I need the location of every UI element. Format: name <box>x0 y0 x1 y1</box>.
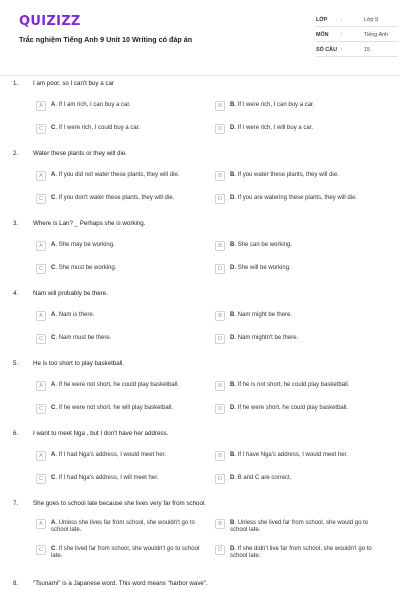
option-text: B. Nam might be there. <box>230 312 293 318</box>
document-title: Trắc nghiệm Tiếng Anh 9 Unit 10 Writing có đáp án <box>19 35 193 44</box>
option-letter-label: D <box>230 265 235 271</box>
option-body: Nam is there. <box>58 312 95 318</box>
question-text: Nam will probably be there. <box>33 290 108 297</box>
option-letter-label: D <box>230 195 235 201</box>
question-number: 8. <box>13 580 19 587</box>
option-text: A. If I had Nga's address, I would meet her. <box>51 452 166 458</box>
option-letter-label: D <box>230 405 235 411</box>
option-letter-box: C <box>36 194 46 204</box>
question-text: I am poor, so I can't buy a car <box>33 80 114 87</box>
option-text: D. Nam mightn't be there. <box>230 335 299 341</box>
option-body: If you are watering these plants, they will die. <box>237 195 358 201</box>
option-text: D. She will be working. <box>230 265 291 271</box>
meta-value: Tiếng Anh <box>364 32 389 38</box>
option-body: If I am rich, I can buy a car. <box>58 102 131 108</box>
option-body: If you did not water these plants, they will die. <box>58 172 180 178</box>
option-letter-label: C <box>51 265 56 271</box>
option-text: D. If she didn't live far from school, she wouldn't go to school late. <box>230 546 372 560</box>
option-body: If he were not short, he will play basketball. <box>58 405 174 411</box>
option-letter-label: B <box>230 312 235 318</box>
option-body: If she didn't live far from school, she wouldn't go to school late. <box>230 546 372 560</box>
meta-label: LỚP <box>316 17 328 23</box>
option-body: If he is not short, he could play basketball. <box>237 382 350 388</box>
option-letter-label: A <box>51 382 56 388</box>
option-text: A. If I am rich, I can buy a car. <box>51 102 131 108</box>
option-body: If I had Nga's address, I will meet her. <box>58 475 159 481</box>
option-text: B. If I have Nga's address, I would meet her. <box>230 452 348 458</box>
question-number: 4. <box>13 290 19 297</box>
question-number: 1. <box>13 80 19 87</box>
option-letter-label: A <box>51 172 56 178</box>
option-letter-label: B <box>230 382 235 388</box>
question-text: He is too short to play basketball. <box>33 360 125 367</box>
option-body: Nam might be there. <box>237 312 293 318</box>
option-body: She must be working. <box>58 265 117 271</box>
option-letter-label: B <box>230 242 235 248</box>
quizizz-logo: QUIZIZZ <box>19 14 81 29</box>
option-body: If I were rich, I can buy a car. <box>237 102 315 108</box>
option-letter-box: D <box>215 404 225 414</box>
option-text: B. If you water these plants, they will die. <box>230 172 339 178</box>
option-text: C. She must be working. <box>51 265 117 271</box>
option-letter-label: C <box>51 195 56 201</box>
option-text: C. If I were rich, I could buy a car. <box>51 125 141 131</box>
option-body: She can be working. <box>237 242 293 248</box>
option-text: B. If I were rich, I can buy a car. <box>230 102 315 108</box>
option-text: B. If he is not short, he could play basketball. <box>230 382 350 388</box>
meta-label: MÔN <box>316 32 329 38</box>
option-text: D. If he were short, he could play basketball. <box>230 405 349 411</box>
option-body: If she lived far from school, she wouldn't go to school late. <box>51 546 200 560</box>
option-letter-box: A <box>36 171 46 181</box>
option-body: If you water these plants, they will die. <box>237 172 339 178</box>
option-text: C. If I had Nga's address, I will meet her. <box>51 475 159 481</box>
option-body: She may be working. <box>58 242 115 248</box>
option-letter-box: D <box>215 124 225 134</box>
option-text: A. If he were not short, he could play basketball. <box>51 382 180 388</box>
option-letter-box: C <box>36 474 46 484</box>
option-letter-box: A <box>36 451 46 461</box>
option-letter-label: B <box>230 520 235 526</box>
question-text: Where is Lan? _ Perhaps she is working. <box>33 220 146 227</box>
option-body: She will be working. <box>237 265 291 271</box>
option-letter-label: D <box>230 125 235 131</box>
option-body: If you don't water these plants, they will die. <box>58 195 175 201</box>
option-letter-box: B <box>215 311 225 321</box>
option-letter-box: D <box>215 334 225 344</box>
option-letter-label: D <box>230 335 235 341</box>
option-letter-box: A <box>36 241 46 251</box>
option-letter-box: D <box>215 474 225 484</box>
option-body: If I had Nga's address, I would meet her. <box>58 452 166 458</box>
option-letter-box: B <box>215 519 225 529</box>
option-letter-box: A <box>36 101 46 111</box>
option-letter-box: B <box>215 171 225 181</box>
meta-row-grade: LỚP : Lớp 9 <box>316 14 398 27</box>
option-body: Nam must be there. <box>58 335 112 341</box>
option-letter-box: B <box>215 241 225 251</box>
option-letter-label: D <box>230 546 235 552</box>
option-letter-box: D <box>215 264 225 274</box>
option-body: Unless she lived far from school, she would go to school late. <box>230 520 369 534</box>
option-letter-label: C <box>51 546 56 552</box>
option-letter-box: A <box>36 311 46 321</box>
option-body: If he were short, he could play basketball. <box>237 405 349 411</box>
meta-value: Lớp 9 <box>364 17 379 23</box>
option-letter-box: C <box>36 264 46 274</box>
option-text: C. If you don't water these plants, they will die. <box>51 195 175 201</box>
meta-row-subject: MÔN : Tiếng Anh <box>316 29 398 42</box>
option-body: If I were rich, I could buy a car. <box>58 125 141 131</box>
option-letter-label: A <box>51 520 56 526</box>
question-text: She goes to school late because she lives very far from school. <box>33 500 206 507</box>
meta-row-question-count: SỐ CÂU : 15 <box>316 44 398 57</box>
option-text: A. Unless she lives far from school, she wouldn't go to school late. <box>51 520 195 534</box>
option-letter-label: C <box>51 405 56 411</box>
option-letter-label: A <box>51 102 56 108</box>
question-text: I want to meet Nga , but I don't have her address. <box>33 430 169 437</box>
option-letter-label: A <box>51 312 56 318</box>
option-body: If he were not short, he could play basketball. <box>58 382 180 388</box>
option-letter-label: B <box>230 102 235 108</box>
option-letter-label: C <box>51 125 56 131</box>
option-body: Nam mightn't be there. <box>237 335 299 341</box>
option-text: A. If you did not water these plants, they will die. <box>51 172 180 178</box>
option-letter-box: A <box>36 519 46 529</box>
question-text: Water these plants or they will die. <box>33 150 127 157</box>
option-text: B. Unless she lived far from school, she would go to school late. <box>230 520 369 534</box>
option-body: If I were rich, I will buy a car. <box>237 125 314 131</box>
option-body: B and C are correct. <box>237 475 292 481</box>
option-letter-box: A <box>36 381 46 391</box>
option-letter-box: B <box>215 451 225 461</box>
option-letter-label: A <box>51 452 56 458</box>
option-letter-label: C <box>51 335 56 341</box>
question-number: 6. <box>13 430 19 437</box>
option-letter-box: C <box>36 545 46 555</box>
option-letter-box: D <box>215 545 225 555</box>
option-body: Unless she lives far from school, she wouldn't go to school late. <box>51 520 195 534</box>
question-number: 5. <box>13 360 19 367</box>
question-text: "Tsunami" is a Japanese word. This word means "harbor wave". <box>33 580 208 587</box>
meta-value: 15 <box>364 47 370 53</box>
option-letter-box: B <box>215 381 225 391</box>
option-letter-label: A <box>51 242 56 248</box>
question-number: 3. <box>13 220 19 227</box>
option-letter-box: B <box>215 101 225 111</box>
option-letter-label: C <box>51 475 56 481</box>
option-text: C. If he were not short, he will play basketball. <box>51 405 174 411</box>
option-letter-box: D <box>215 194 225 204</box>
option-letter-label: D <box>230 475 235 481</box>
option-letter-box: C <box>36 404 46 414</box>
option-text: D. If you are watering these plants, they will die. <box>230 195 358 201</box>
option-text: D. If I were rich, I will buy a car. <box>230 125 314 131</box>
option-text: A. She may be working. <box>51 242 115 248</box>
option-letter-box: C <box>36 124 46 134</box>
option-text: C. If she lived far from school, she wouldn't go to school late. <box>51 546 200 560</box>
option-letter-label: B <box>230 172 235 178</box>
option-letter-label: B <box>230 452 235 458</box>
option-text: A. Nam is there. <box>51 312 95 318</box>
option-text: D. B and C are correct. <box>230 475 292 481</box>
option-letter-box: C <box>36 334 46 344</box>
meta-label: SỐ CÂU <box>316 47 337 53</box>
question-number: 2. <box>13 150 19 157</box>
option-text: B. She can be working. <box>230 242 293 248</box>
question-number: 7. <box>13 500 19 507</box>
option-body: If I have Nga's address, I would meet her. <box>237 452 348 458</box>
option-text: C. Nam must be there. <box>51 335 112 341</box>
